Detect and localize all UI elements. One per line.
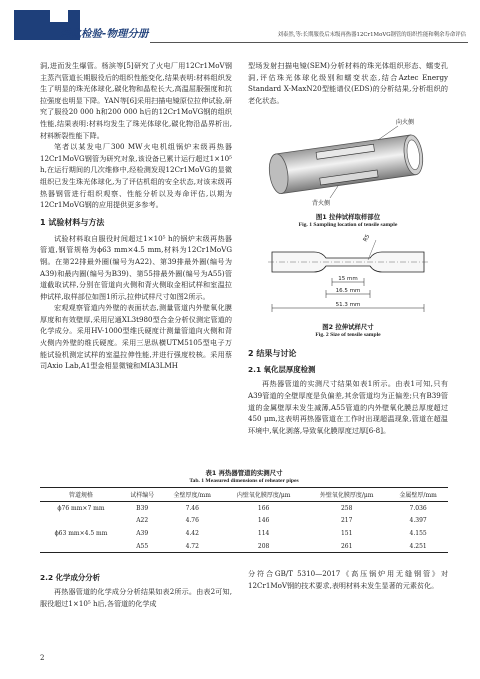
figure-2-caption-en: Fig. 2 Size of tensile sample (315, 332, 381, 339)
page-number: 2 (40, 654, 45, 662)
left-paragraph-2: 笔者以某发电厂300 MW火电机组锅炉末级再热器12Cr1MoVG钢管为研究对象,该设备已累计运行超过1×10⁵ h,在运行期间的几次维修中,经检测发现12Cr1MoVG的显微组织已发生珠光体球化,为了评估机组的安全状态,对该末级再热器钢管进行组织观察、性能分析以及寿命评估,以期为12Cr1MoVG钢的应用提供更多参考。 (40, 142, 232, 210)
bottom-left-paragraph: 再热器管道的化学成分分析结果如表2所示。由表2可知,服役超过1×10⁵ h后,各管道的化学成 (40, 587, 232, 608)
table-row (40, 527, 448, 540)
right-column (248, 60, 448, 436)
col-header: 内壁氧化膜厚度/μm (222, 488, 305, 502)
table-row (40, 502, 448, 515)
table-1-title-en: Tab. 1 Measured dimensions of reheater pipes (189, 478, 299, 484)
figure-2-caption-cn: 图2 拉伸试样尺寸 (322, 323, 374, 332)
table-cell: 4.251 (388, 540, 448, 553)
page-header (0, 4, 480, 42)
table-cell: 151 (340, 529, 353, 537)
pipe-sampling-diagram (248, 112, 448, 208)
bottom-right-paragraph: 分符合GB/T 5310—2017《高压锅炉用无缝钢管》对12Cr1MoV钢的技术要求,表明材料未发生显著的元素贫化。 (248, 569, 448, 590)
section-1-heading: 1 试验材料与方法 (40, 217, 105, 227)
figure-1-caption-en: Fig. 1 Sampling location of tensile sample (298, 222, 398, 229)
dimensions-table (40, 487, 448, 553)
tensile-specimen-diagram (248, 234, 448, 318)
table-1 (40, 468, 448, 553)
table-cell: 217 (340, 517, 353, 525)
table-cell: ϕ63 mm×4.5 mm (54, 529, 108, 537)
col-header: 管道规格 (40, 488, 122, 502)
table-cell: 146 (257, 517, 270, 525)
table-cell: ϕ76 mm×7 mm (57, 504, 105, 512)
dim-51-3-label: 51.3 mm (335, 302, 361, 309)
col-header: 金属壁厚/mm (388, 488, 448, 502)
section-2-heading: 2 结果与讨论 (248, 349, 297, 359)
col-header: 试样编号 (122, 488, 162, 502)
dim-16-5-label: 16.5 mm (335, 288, 361, 295)
figure-1 (248, 112, 448, 228)
table-cell: B39 (136, 504, 149, 512)
right-paragraph-1: 型场发射扫描电镜(SEM)分析材料的珠光体组织形态、蠕变孔洞,评估珠光体球化级别和蠕变状态,结合Aztec Energy Standard X-MaxN20型能谱仪(EDS)的分析结果,分析组织的老化状态。 (248, 61, 448, 105)
radius-label: R5 (362, 234, 372, 244)
table-cell (40, 540, 122, 553)
table-cell: 208 (222, 540, 305, 553)
running-citation: 刘泰然,等:长期服役后末级再热器12Cr1MoVG钢管的组织性能和剩余寿命评估 (277, 32, 466, 38)
table-cell: 258 (340, 504, 353, 512)
fire-side-label: 向火侧 (396, 119, 415, 127)
left-column (40, 60, 232, 372)
left-paragraph-3: 试验材料取自服役时间超过1×10⁵ h的锅炉末级再热器管道,钢管规格为ϕ63 mm×4.5 mm,材料为12Cr1MoVG钢。在第22排最外圈(编号为A22)、第39排最外圈(编号为A39)和最内圈(编号为B39)、第55排最外圈(编号为A55)管道截取试样,分别在管道向火侧和背火侧取金相试样和室温拉伸试样,取样部位如图1所示,拉伸试样尺寸如图2所示。 (40, 233, 232, 301)
table-cell: 4.76 (185, 517, 199, 525)
col-header: 全壁厚度/mm (162, 488, 222, 502)
journal-logo-text: 理化检验-物理分册 (60, 28, 149, 40)
table-row (40, 515, 448, 528)
figure-2 (248, 234, 448, 338)
right-paragraph-2: 再热器管道的实测尺寸结果如表1所示。由表1可知,只有A39管道的全壁厚度是负偏差,其余管道均为正偏差;只有B39管道的金属壁厚未发生减薄,A55管道的内外壁氧化膜总厚度超过450 μm,这表明再热器管道在工作时出现超温现象,管道在超温环境中,氧化剥落,导致氧化膜厚度过厚[6-8]。 (248, 379, 448, 435)
table-cell: 7.46 (185, 504, 199, 512)
bottom-left-block (40, 568, 232, 609)
table-row (40, 540, 448, 553)
dim-15-label: 15 mm (338, 276, 358, 283)
table-cell: 114 (257, 529, 270, 537)
journal-logo-notch (50, 10, 68, 22)
table-cell: 261 (305, 540, 388, 553)
table-cell: 4.155 (409, 529, 427, 537)
figure-1-caption-cn: 图1 拉伸试样取样部位 (315, 213, 381, 222)
table-cell: A39 (136, 529, 149, 537)
table-cell: 4.42 (185, 529, 199, 537)
table-cell (40, 515, 122, 528)
header-rule (150, 42, 468, 43)
left-paragraph-4: 宏观观察管道内外壁的表面状态,测量管道内外壁氧化膜厚度和有效壁厚,采用尼通XL3t980型合金分析仪测定管道的化学成分。采用HV-1000型维氏硬度计测量管道向火侧和背火侧内外壁的维氏硬度。采用三思纵横UTM5105型电子万能试验机测定试样的室温拉伸性能,并进行强度校核。采用蔡司Axio Lab,A1型金相显微镜和MIA3LMH (40, 303, 232, 371)
back-side-label: 背火侧 (312, 200, 331, 208)
table-header-row (40, 488, 448, 502)
table-cell: 7.036 (409, 504, 427, 512)
table-cell: A22 (136, 517, 149, 525)
table-cell: 4.72 (162, 540, 222, 553)
table-cell: 4.397 (409, 517, 427, 525)
bottom-right-block (248, 568, 448, 591)
left-paragraph-1: 洞,进而发生爆管。杨滨等[5]研究了火电厂用12Cr1MoV钢主蒸汽管道长期服役后的组织性能变化,结果表明:材料组织发生了明显的珠光体球化,碳化物和晶粒长大,高温屈服强度和抗拉强度也明显下降。YAN等[6]采用扫描电镜原位拉伸试验,研究了服役20 000 h和200 000 h后的12Cr1MoVG钢的组织性能,结果表明:材料均发生了珠光体球化,碳化物沿晶界析出,材料断裂性能下降。 (40, 61, 232, 140)
subsection-2-2-heading: 2.2 化学成分分析 (40, 573, 101, 582)
table-cell: A55 (122, 540, 162, 553)
table-1-title-cn: 表1 再热器管道的实测尺寸 (205, 469, 283, 477)
col-header: 外壁氧化膜厚度/μm (305, 488, 388, 502)
subsection-2-1-heading: 2.1 氧化层厚度检测 (248, 365, 316, 375)
table-cell: 166 (257, 504, 270, 512)
